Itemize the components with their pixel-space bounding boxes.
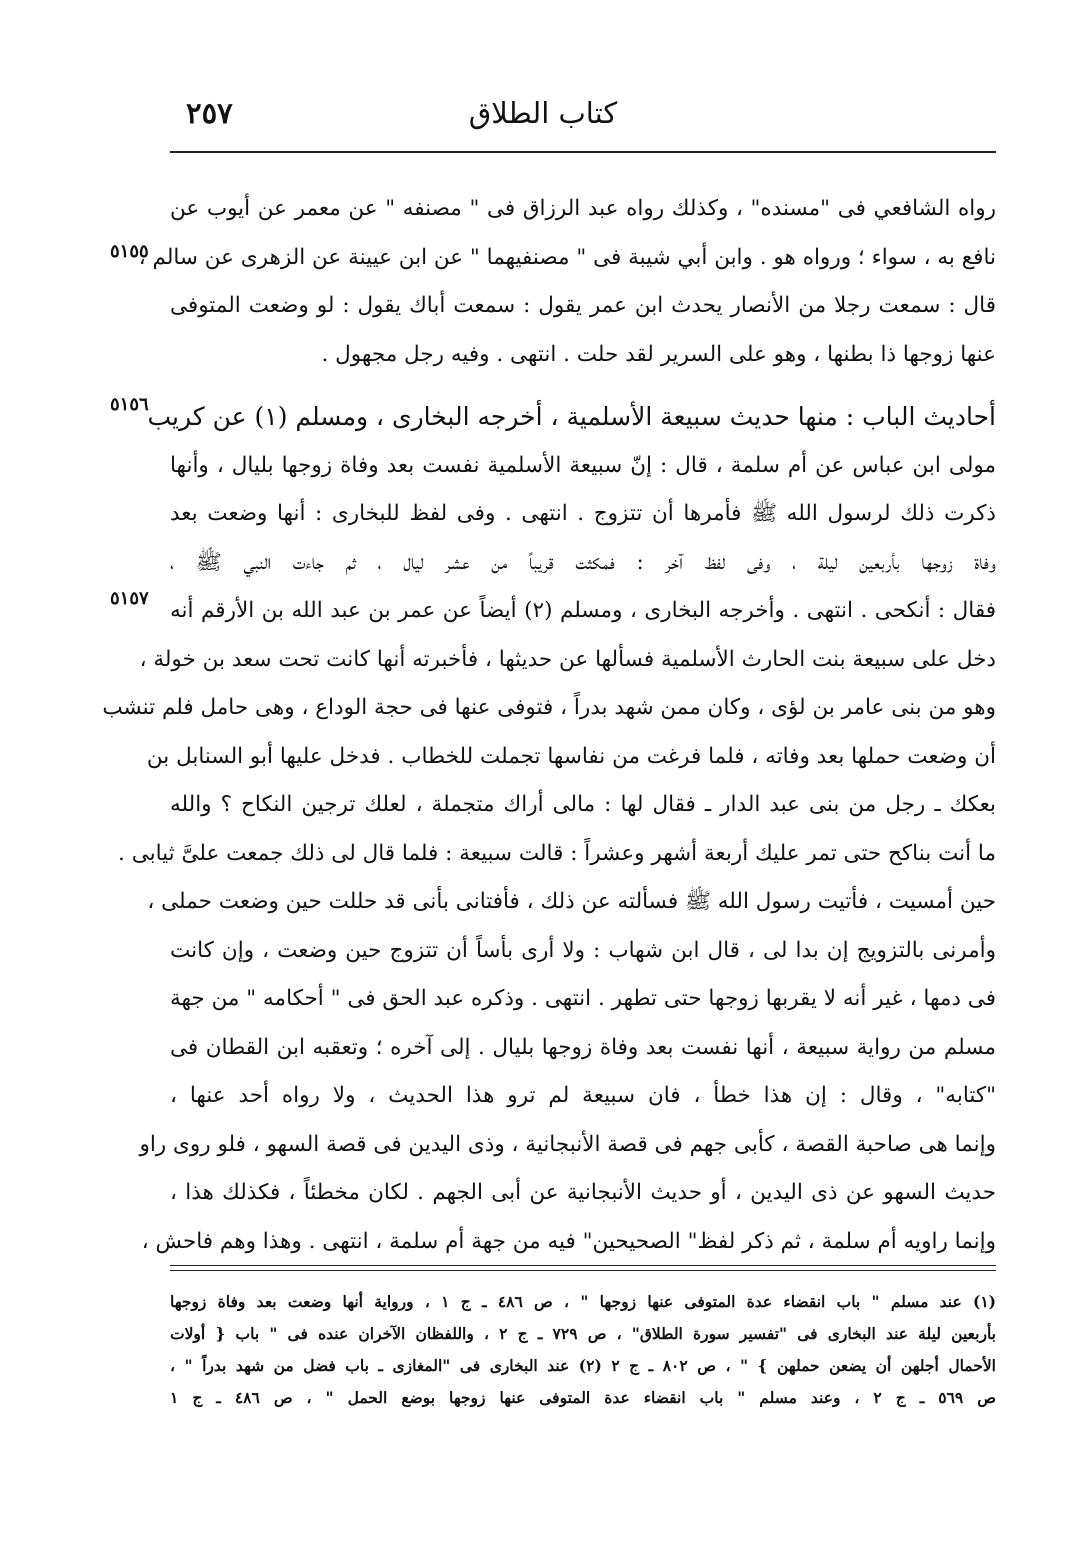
footnote-rule — [170, 1265, 996, 1266]
footnote-line: ص ٥٦٩ ـ ج ٢ ، وعند مسلم " باب انقضاء عدة المتوفى عنها زوجها بوضع الحمل " ، ص ٤٨٦ ـ ج ١ — [170, 1388, 996, 1407]
footnote-rule — [170, 1270, 996, 1271]
text-line: مسلم من رواية سبيعة ، أنها نفست بعد وفاة زوجها بليال . إلى آخره ؛ وتعقبه ابن القطان فى — [170, 1034, 996, 1060]
text-line: بعكك ـ رجل من بنى عبد الدار ـ فقال لها : مالى أراك متجملة ، لعلك ترجين النكاح ؟ والله — [170, 792, 996, 817]
text-line: "كتابه" ، وقال : إن هذا خطأ ، فان سبيعة لم ترو هذا الحديث ، ولا رواه أحد عنها ، — [170, 1083, 996, 1108]
running-title: كتاب الطلاق — [468, 96, 618, 130]
text-line: مولى ابن عباس عن أم سلمة ، قال : إنّ سبيعة الأسلمية نفست بعد وفاة زوجها بليال ، وأنها — [170, 452, 996, 478]
text-line: نافع به ، سواء ؛ ورواه هو . وابن أبي شيبة فى " مصنفيهما " عن ابن عيينة عن الزهرى عن سالم ، — [138, 244, 996, 270]
margin-number-5156: ٥١٥٦ — [110, 394, 149, 415]
header-rule — [170, 151, 996, 153]
footnote-line: بأربعين ليلة عند البخارى فى "تفسير سورة الطلاق" ، ص ٧٢٩ ـ ج ٢ ، واللفظان الآخران عنده فى " باب { أولات — [170, 1324, 996, 1343]
footnotes — [170, 1286, 996, 1414]
text-line: رواه الشافعي فى "مسنده" ، وكذلك رواه عبد الرزاق فى " مصنفه " عن معمر عن أيوب عن — [170, 196, 996, 221]
margin-number-5157: ٥١٥٧ — [110, 588, 149, 609]
page-number: ٢٥٧ — [186, 96, 233, 130]
text-line: حديث السهو عن ذى اليدين ، أو حديث الأنبجانية عن أبى الجهم . لكان مخطئاً ، فكذلك هذا ، — [170, 1180, 996, 1205]
text-line: وأمرنى بالتزويج إن بدا لى ، قال ابن شهاب : ولا أرى بأساً أن تتزوج حين وضعت ، وإن كانت — [170, 937, 996, 963]
text-line: حين أمسيت ، فأتيت رسول الله ﷺ فسألته عن ذلك ، فأفتانى بأنى قد حللت حين وضعت حملى ، — [147, 889, 996, 914]
text-line: وإنما هى صاحبة القصة ، كأبى جهم فى قصة الأنبجانية ، وذى اليدين فى قصة السهو ، فلو روى راو — [139, 1131, 996, 1157]
margin-number-5155: ٥١٥٥ — [110, 241, 149, 262]
section-heading-line: أحاديث الباب : منها حديث سبيعة الأسلمية ، أخرجه البخارى ، ومسلم (١) عن كريب — [147, 402, 996, 431]
text-line: فقال : أنكحى . انتهى . وأخرجه البخارى ، ومسلم (٢) أيضاً عن عمر بن عبد الله بن الأرقم أنه — [170, 598, 996, 623]
text-line: وفاة زوجها بأربعين ليلة ، وفى لفظ آخر : فمكثت قريباً من عشر ليال ، ثم جاءت النبي ﷺ ، — [170, 549, 996, 575]
text-line: عنها زوجها ذا بطنها ، وهو على السرير لقد حلت . انتهى . وفيه رجل مجهول . — [321, 341, 996, 367]
footnote-line: (١) عند مسلم " باب انقضاء عدة المتوفى عنها زوجها " ، ص ٤٨٦ ـ ج ١ ، ورواية أنها وضعت بعد وفاة زوجها — [170, 1292, 996, 1311]
text-line: ذكرت ذلك لرسول الله ﷺ فأمرها أن تتزوج . انتهى . وفى لفظ للبخارى : أنها وضعت بعد — [170, 501, 996, 526]
text-line: وإنما راويه أم سلمة ، ثم ذكر لفظ" الصحيحين" فيه من جهة أم سلمة ، انتهى . وهذا وهم فاحش ، — [141, 1228, 996, 1254]
footnote-line: الأحمال أجلهن أن يضعن حملهن } " ، ص ٨٠٢ ـ ج ٢ (٢) عند البخارى فى "المغازى ـ باب فضل من شهد بدراً " ، — [170, 1356, 996, 1375]
text-line: ما أنت بناكح حتى تمر عليك أربعة أشهر وعشراً : قالت سبيعة : فلما قال لى ذلك جمعت علىَّ ثيابى . — [118, 840, 996, 866]
text-line: قال : سمعت رجلا من الأنصار يحدث ابن عمر يقول : سمعت أباك يقول : لو وضعت المتوفى — [170, 293, 996, 318]
text-line: فى دمها ، غير أنه لا يقربها زوجها حتى تطهر . انتهى . وذكره عبد الحق فى " أحكامه " من جهة — [170, 986, 996, 1011]
paragraph-gap — [170, 379, 996, 393]
text-line: أن وضعت حملها بعد وفاته ، فلما فرغت من نفاسها تجملت للخطاب . فدخل عليها أبو السنابل بن — [146, 743, 996, 769]
text-line: وهو من بنى عامر بن لؤى ، وكان ممن شهد بدراً ، فتوفى عنها فى حجة الوداع ، وهى حامل فلم تنشب — [102, 695, 996, 720]
text-line: دخل على سبيعة بنت الحارث الأسلمية فسألها عن حديثها ، فأخبرته أنها كانت تحت سعد بن خولة ، — [139, 646, 996, 672]
